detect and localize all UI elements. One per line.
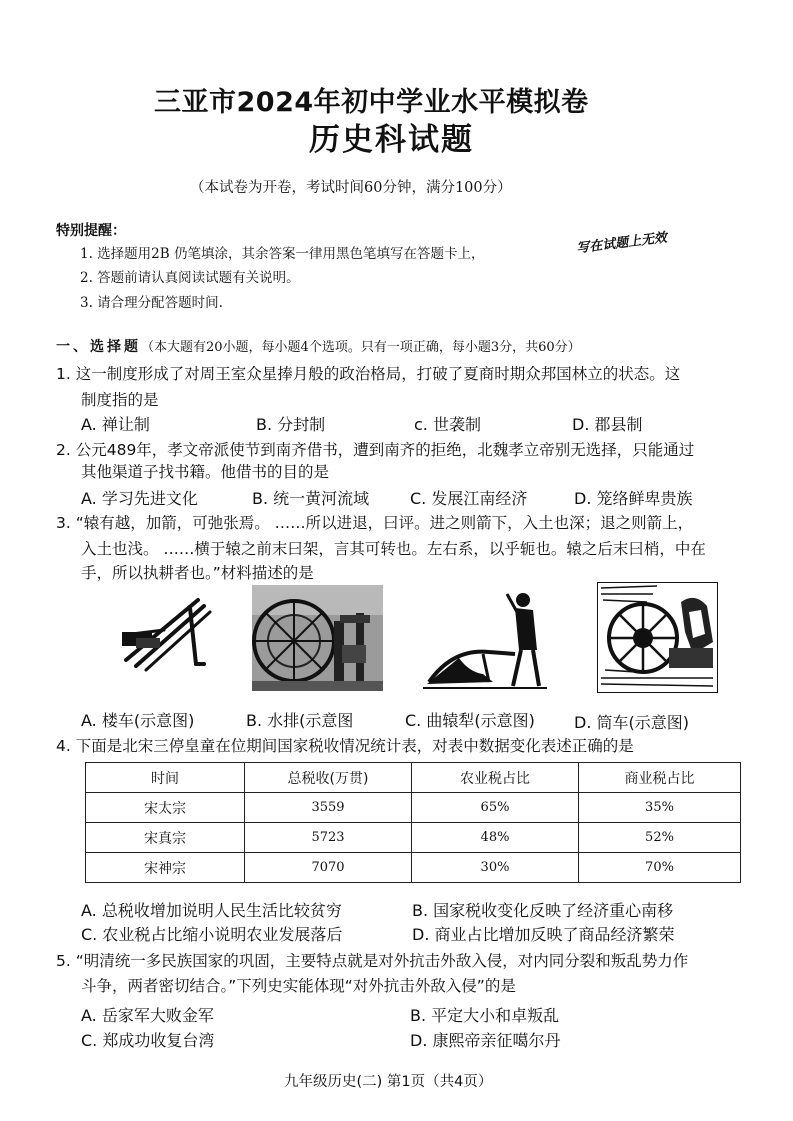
reminder-heading: 特别提醒： [56, 223, 126, 239]
q2-option-b[interactable]: B. 统一黄河流域 [252, 489, 370, 508]
curved-plough-illustration [423, 588, 547, 691]
table-cell: 5723 [245, 823, 412, 853]
table-cell: 48% [412, 823, 579, 853]
table-cell: 宋真宗 [86, 823, 245, 853]
reminder-item-2: 2. 答题前请认真阅读试题有关说明。 [80, 270, 300, 286]
q3-stem-line1: 3. “辕有越，加箭，可弛张焉。 ……所以进退，曰评。进之则箭下，入土也深；退之则箭上， [56, 514, 694, 532]
q1-option-c[interactable]: c. 世袭制 [414, 415, 481, 434]
q5-stem-line1: 5. “明清统一多民族国家的巩固，主要特点就是对外抗击外敌入侵，对内同分裂和叛乱势力作 [56, 952, 689, 970]
q2-stem-line2: 其他渠道子找书籍。他借书的目的是 [81, 463, 330, 481]
q3-stem-line2: 入土也浅。 ……横于辕之前末曰架，言其可转也。左右系，以乎轭也。辕之后末曰梢，中在 [81, 540, 706, 558]
exam-note: （本试卷为开卷，考试时间60分钟，满分100分） [190, 180, 512, 196]
section-label: 一、选择题 [56, 339, 141, 355]
table-cell: 30% [412, 853, 579, 883]
table-row [86, 793, 741, 823]
q3-option-c[interactable]: C. 曲辕犁(示意图) [405, 711, 535, 730]
tower-cart-illustration [112, 590, 216, 676]
table-cell: 70% [579, 853, 741, 883]
q2-option-c[interactable]: C. 发展江南经济 [410, 489, 528, 508]
q5-stem-line2: 斗争，两者密切结合。”下列史实能体现“对外抗击外敌入侵”的是 [81, 977, 516, 995]
q1-stem-line2: 制度指的是 [81, 391, 159, 409]
table-cell: 宋太宗 [86, 793, 245, 823]
q5-option-b[interactable]: B. 平定大小和卓叛乱 [410, 1006, 560, 1025]
section-desc: （本大题有20小题，每小题4个选项。只有一项正确，每小题3分，共60分） [141, 340, 581, 355]
table-cell: 52% [579, 823, 741, 853]
q2-option-a[interactable]: A. 学习先进文化 [81, 489, 198, 508]
tube-wheel-illustration [597, 582, 718, 693]
handwritten-note: 写在试题上无效 [575, 230, 668, 257]
q4-option-c[interactable]: C. 农业税占比缩小说明农业发展落后 [81, 925, 343, 944]
table-header-cell: 农业税占比 [412, 763, 579, 793]
q4-option-a[interactable]: A. 总税收增加说明人民生活比较贫穷 [81, 901, 342, 920]
q3-option-a[interactable]: A. 楼车(示意图) [81, 711, 195, 730]
q1-option-a[interactable]: A. 禅让制 [81, 415, 150, 434]
table-cell: 宋神宗 [86, 853, 245, 883]
table-header-row [86, 763, 741, 793]
table-header-cell: 总税收(万贯) [245, 763, 412, 793]
water-bellows-illustration [252, 585, 383, 691]
q4-option-b[interactable]: B. 国家税收变化反映了经济重心南移 [412, 901, 674, 920]
q3-option-d[interactable]: D. 筒车(示意图) [574, 713, 689, 732]
table-cell: 65% [412, 793, 579, 823]
table-cell: 3559 [245, 793, 412, 823]
table-cell: 35% [579, 793, 741, 823]
q5-option-a[interactable]: A. 岳家军大败金军 [81, 1006, 214, 1025]
q2-option-d[interactable]: D. 笼络鲜卑贵族 [574, 489, 693, 508]
subject-title: 历史科试题 [309, 122, 474, 158]
exam-title: 三亚市2024年初中学业水平模拟卷 [154, 87, 589, 118]
q1-stem-line1: 1. 这一制度形成了对周王室众星捧月般的政治格局，打破了夏商时期众邦国林立的状态。这 [56, 365, 681, 383]
q4-option-d[interactable]: D. 商业占比增加反映了商品经济繁荣 [412, 925, 675, 944]
q1-option-b[interactable]: B. 分封制 [256, 415, 326, 434]
table-cell: 7070 [245, 853, 412, 883]
q5-option-d[interactable]: D. 康熙帝亲征噶尔丹 [410, 1031, 561, 1050]
section-header [56, 336, 581, 356]
page-footer: 九年级历史(二) 第1页（共4页） [284, 1074, 493, 1090]
table-header-cell: 商业税占比 [579, 763, 741, 793]
table-row [86, 853, 741, 883]
q1-option-d[interactable]: D. 郡县制 [572, 415, 643, 434]
reminder-item-1: 1. 选择题用2B 仍笔填涂，其余答案一律用黑色笔填写在答题卡上， [80, 246, 485, 262]
q3-stem-line3: 手，所以执耕者也。”材料描述的是 [81, 564, 314, 582]
q3-option-b[interactable]: B. 水排(示意图 [246, 711, 354, 730]
table-header-cell: 时间 [86, 763, 245, 793]
q2-stem-line1: 2. 公元489年，孝文帝派使节到南齐借书，遭到南齐的拒绝，北魏孝立帝别无选择，只能通过 [56, 441, 695, 459]
table-row [86, 823, 741, 853]
q5-option-c[interactable]: C. 郑成功收复台湾 [81, 1031, 215, 1050]
q4-stem: 4. 下面是北宋三停皇童在位期间国家税收情况统计表，对表中数据变化表述正确的是 [56, 737, 634, 755]
reminder-item-3: 3. 请合理分配答题时间. [80, 295, 223, 311]
tax-table [85, 762, 741, 883]
